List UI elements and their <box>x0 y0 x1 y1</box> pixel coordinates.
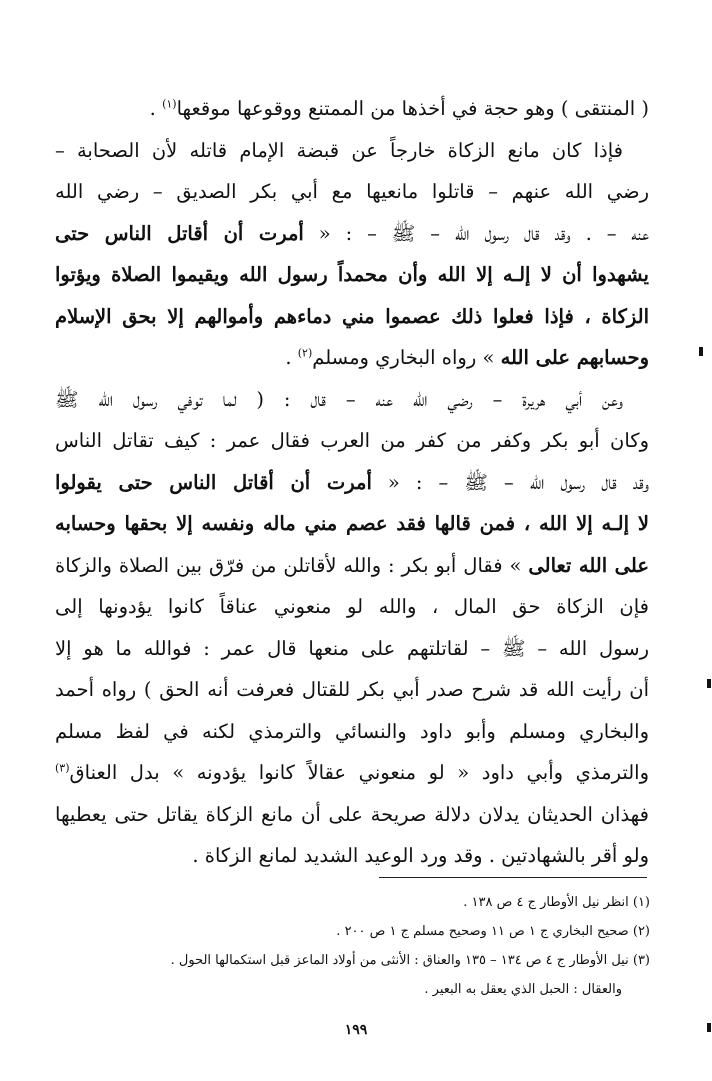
text-segment: رسول الله – ﷺ – لقاتلتهم على منعها قال عمر : فوالله ما هو إلا <box>55 636 649 660</box>
text-segment: والترمذي وأبي داود « لو منعوني عقالاً كانوا يؤدونه » بدل العناق <box>69 761 649 784</box>
footnote-marker: (٢) <box>297 346 313 360</box>
text-segment: والبخاري ومسلم وأبو داود والنسائي والترمذي لكنه في لفظ مسلم <box>55 719 649 743</box>
text-line <box>55 628 649 670</box>
text-line <box>55 835 649 877</box>
text-line <box>55 503 649 545</box>
footnote-separator <box>379 877 647 878</box>
hadith-text: أمرت أن أقاتل الناس حتى <box>55 221 304 245</box>
text-segment: وكان أبو بكر وكفر من كفر من العرب فقال عمر : كيف تقاتل الناس <box>55 429 649 452</box>
footnotes <box>80 888 650 1004</box>
text-line <box>55 420 649 462</box>
text-segment: وعن أبي هريرة – رضي الله عنه – قال : ( لما توفي رسول الله ﷺ <box>55 387 623 411</box>
text-line <box>55 88 649 130</box>
text-line <box>55 379 649 421</box>
hadith-text: على الله تعالى <box>528 553 649 577</box>
edge-mark-top <box>699 347 703 356</box>
footnote: (١) انظر نيل الأوطار ج ٤ ص ١٣٨ . <box>463 895 650 910</box>
text-segment: . <box>285 346 298 369</box>
text-line <box>55 213 649 255</box>
text-segment: ولو أقر بالشهادتين . وقد ورد الوعيد الشديد لمانع الزكاة . <box>192 844 649 867</box>
text-segment: عنه – . وقد قال رسول الله – ﷺ – : « <box>303 221 649 245</box>
text-line <box>55 337 649 379</box>
hadith-text: لا إلـه إلا الله ، فمن قالها فقد عصم مني ماله ونفسه إلا بحقها وحسابه <box>55 512 649 535</box>
text-line <box>55 794 649 836</box>
text-line <box>55 545 649 587</box>
footnote-marker: (١) <box>162 97 177 111</box>
footnote: والعقال : الحبل الذي يعقل به البعير . <box>424 982 622 997</box>
text-line <box>55 669 649 711</box>
text-line <box>55 296 649 338</box>
text-line <box>55 130 649 172</box>
hadith-text: يشهدوا أن لا إلـه إلا الله وأن محمداً رسول الله ويقيموا الصلاة ويؤتوا <box>55 263 649 286</box>
edge-mark-middle <box>707 679 711 688</box>
footnote: (٢) صحيح البخاري ج ١ ص ١١ وصحيح مسلم ج ١ ص ٢٠٠ . <box>336 924 650 939</box>
hadith-text: وحسابهم على الله <box>500 346 649 369</box>
text-line <box>55 711 649 753</box>
text-segment: وقد قال رسول الله – ﷺ – : « <box>371 470 649 494</box>
edge-mark-bottom <box>707 1023 711 1032</box>
text-segment: أن رأيت الله قد شرح صدر أبي بكر للقتال فعرفت أنه الحق ) رواه أحمد <box>55 678 649 701</box>
text-segment: ( المنتقى ) وهو حجة في أخذها من الممتنع ووقوعها موقعها <box>176 97 649 120</box>
text-line <box>55 462 649 504</box>
hadith-text: أمرت أن أقاتل الناس حتى يقولوا <box>55 470 372 494</box>
text-segment: » رواه البخاري ومسلم <box>312 346 501 369</box>
text-segment: فإن الزكاة حق المال ، والله لو منعوني عناقاً كانوا يؤدونها إلى <box>55 595 649 618</box>
text-segment: . <box>149 97 163 120</box>
footnote-marker: (٣) <box>55 761 70 775</box>
text-segment: » فقال أبو بكر : والله لأقاتلن من فرّق بين الصلاة والزكاة <box>55 553 529 577</box>
text-line <box>55 752 649 794</box>
text-line <box>55 171 649 213</box>
footnote: (٣) نيل الأوطار ج ٤ ص ١٣٤ – ١٣٥ والعناق : الأنثى من أولاد الماعز قبل استكمالها الحول . <box>170 953 650 968</box>
hadith-text: الزكاة ، فإذا فعلوا ذلك عصموا مني دماءهم وأموالهم إلا بحق الإسلام <box>55 304 649 328</box>
text-line <box>55 254 649 296</box>
text-segment: فهذان الحديثان يدلان دلالة صريحة على أن مانع الزكاة يقاتل حتى يعطيها <box>55 802 649 826</box>
text-segment: فإذا كان مانع الزكاة خارجاً عن قبضة الإمام قاتله لأن الصحابة – <box>55 138 623 162</box>
page-number: ١٩٩ <box>344 1022 368 1038</box>
text-segment: رضي الله عنهم – قاتلوا مانعيها مع أبي بكر الصديق – رضي الله <box>55 180 649 203</box>
text-line <box>55 586 649 628</box>
main-text <box>55 88 649 877</box>
